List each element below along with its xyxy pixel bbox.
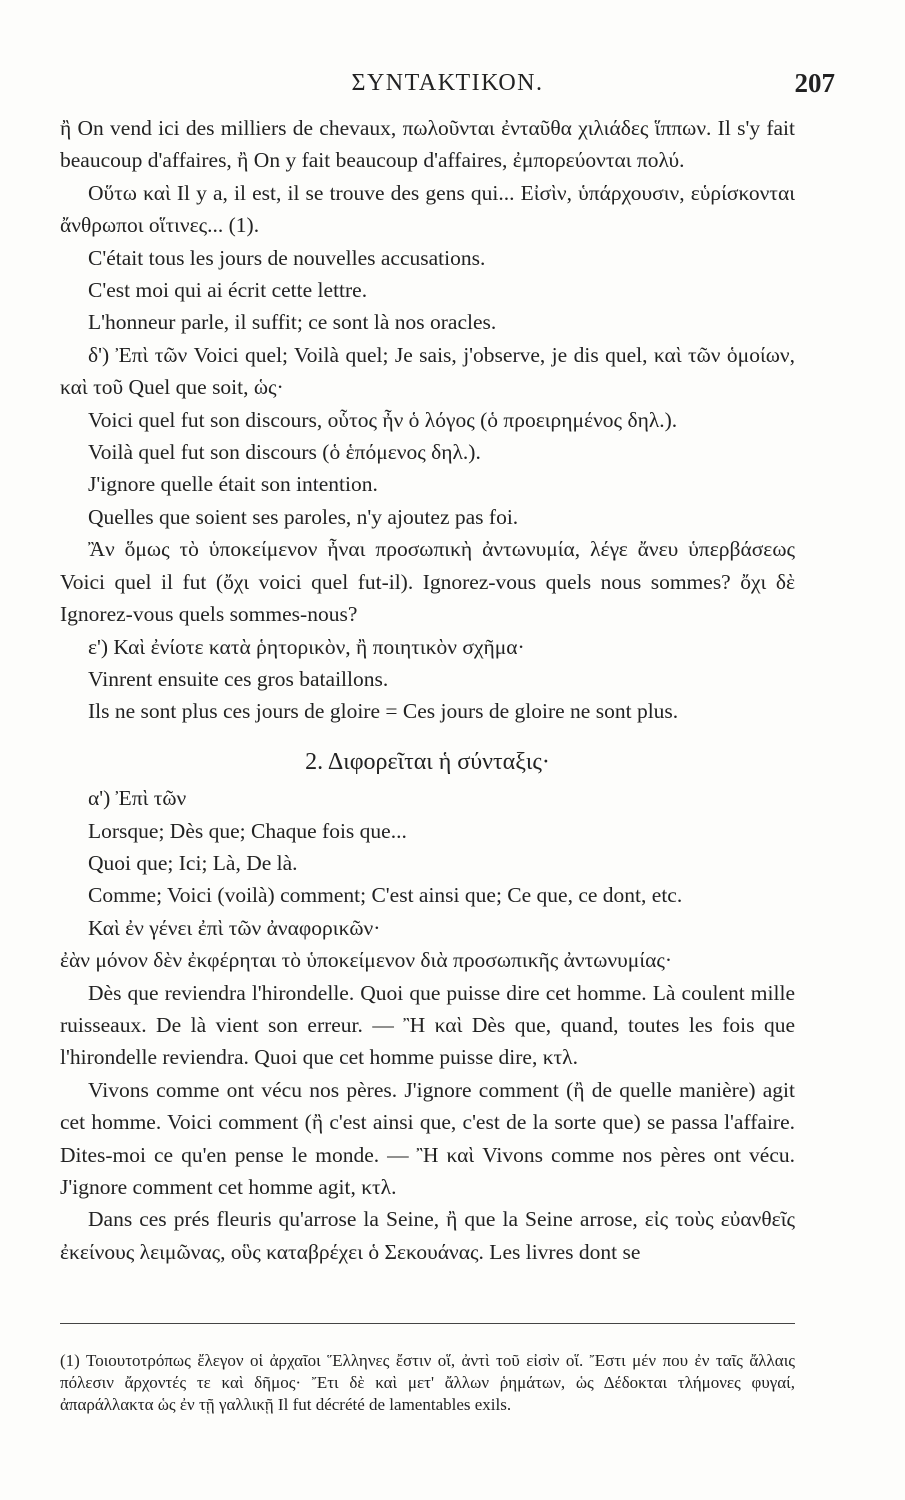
paragraph: Οὕτω καὶ Il y a, il est, il se trouve des gens qui... Εἰσὶν, ὑπάρχουσιν, εὑρίσκονται ἄνθρωποι οἵτινες... (1). xyxy=(60,180,795,238)
paragraph: Dans ces prés fleuris qu'arrose la Seine, ἢ que la Seine arrose, εἰς τοὺς εὐανθεῖς ἐκείνους λειμῶνας, οὓς καταβρέχει ὁ Σεκουάνας. Les livres dont se xyxy=(60,1207,795,1264)
example-line: Voici quel fut son discours, οὗτος ἦν ὁ λόγος (ὁ προειρημένος δηλ.). xyxy=(88,407,678,432)
paragraph: Vivons comme ont vécu nos pères. J'ignore comment (ἢ de quelle manière) agit cet homme. Voici comment (ἢ c'est ainsi que, c'est de la sorte que) se passa l'affaire. Dites-moi ce qu'en pense le monde. — Ἢ καὶ Vivons comme nos pères ont vécu. J'ignore comment cet homme agit, κτλ. xyxy=(60,1077,795,1199)
example-line: C'était tous les jours de nouvelles accusations. xyxy=(88,245,486,270)
page-header xyxy=(60,70,835,104)
example-line: Lorsque; Dès que; Chaque fois que... xyxy=(88,818,407,843)
rule-paragraph: α') Ἐπὶ τῶν xyxy=(88,786,187,811)
example-line: Comme; Voici (voilà) comment; C'est ainsi que; Ce que, ce dont, etc. xyxy=(88,883,683,908)
rule-paragraph: ε') Καὶ ἐνίοτε κατὰ ῥητορικὸν, ἢ ποιητικὸν σχῆμα· xyxy=(88,634,525,659)
rule-paragraph: Καὶ ἐν γένει ἐπὶ τῶν ἀναφορικῶν· xyxy=(88,915,381,940)
example-line: Quelles que soient ses paroles, n'y ajoutez pas foi. xyxy=(88,504,519,529)
page-number: 207 xyxy=(794,68,835,98)
paragraph: Dès que reviendra l'hirondelle. Quoi que puisse dire cet homme. Là coulent mille ruisseaux. De là vient son erreur. — Ἢ καὶ Dès que, quand, toutes les fois que l'hirondelle reviendra. Quoi que cet homme puisse dire, κτλ. xyxy=(60,980,795,1070)
example-line: Voilà quel fut son discours (ὁ ἑπόμενος δηλ.). xyxy=(88,440,481,465)
page-body xyxy=(60,112,795,1268)
running-head: ΣΥΝΤΑΚΤΙΚΟΝ. xyxy=(351,70,544,96)
footnote: (1) Τοιουτοτρόπως ἔλεγον οἱ ἀρχαῖοι Ἕλληνες ἔστιν οἵ, ἀντὶ τοῦ εἰσὶν οἵ. Ἔστι μέν που ἐν ταῖς ἄλλαις πόλεσιν ἄρχοντές τε καὶ δῆμος· Ἔτι δὲ καὶ μετ' ἄλλων ῥημάτων, ὡς Δέδοκται τλήμονες φυγαί, ἀπαράλλακτα ὡς ἐν τῇ γαλλικῇ Il fut décrété de lamentables exils. xyxy=(60,1351,795,1414)
example-line: Ils ne sont plus ces jours de gloire = Ces jours de gloire ne sont plus. xyxy=(88,699,679,724)
example-line: L'honneur parle, il suffit; ce sont là nos oracles. xyxy=(88,310,497,335)
footnote-divider xyxy=(60,1323,795,1324)
rule-paragraph: δ') Ἐπὶ τῶν Voici quel; Voilà quel; Je sais, j'observe, je dis quel, καὶ τῶν ὁμοίων, καὶ τοῦ Quel que soit, ὡς· xyxy=(60,342,795,400)
example-line: J'ignore quelle était son intention. xyxy=(88,472,378,497)
paragraph: ἢ On vend ici des milliers de chevaux, πωλοῦνται ἐνταῦθα χιλιάδες ἵππων. Il s'y fait beaucoup d'affaires, ἢ On y fait beaucoup d'affaires, ἐμπορεύονται πολύ. xyxy=(60,116,795,173)
example-line: Vinrent ensuite ces gros bataillons. xyxy=(88,666,389,691)
example-line: C'est moi qui ai écrit cette lettre. xyxy=(88,278,368,303)
rule-paragraph: ἐὰν μόνον δὲν ἐκφέρηται τὸ ὑποκείμενον διὰ προσωπικῆς ἀντωνυμίας· xyxy=(60,948,673,973)
section-heading: 2. Διφορεῖται ἡ σύνταξις· xyxy=(305,748,550,775)
paragraph: Ἂν ὅμως τὸ ὑποκείμενον ἦναι προσωπικὴ ἀντωνυμία, λέγε ἄνευ ὑπερβάσεως Voici quel il fut (ὄχι voici quel fut-il). Ignorez-vous quels nous sommes? ὄχι δὲ Ignorez-vous quels sommes-nous? xyxy=(60,537,795,627)
example-line: Quoi que; Ici; Là, De là. xyxy=(88,850,298,875)
